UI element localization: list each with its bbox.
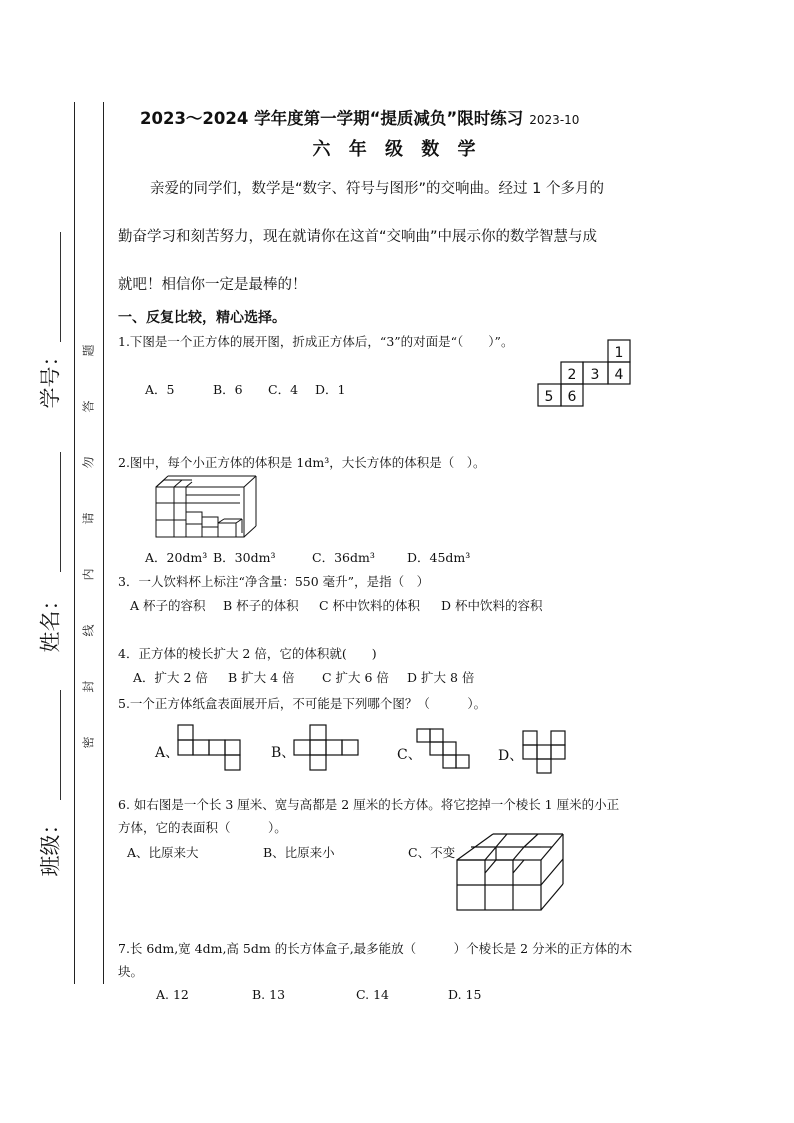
q5-option-c: C、 [397,747,422,763]
q3-option-b: B 杯子的体积 [223,598,299,613]
q2-option-c: C．36dm³ [312,550,375,565]
seal-char: 题 [81,344,96,357]
seal-char: 线 [81,624,96,637]
seal-char: 密 [81,736,96,749]
page-date: 2023-10 [529,113,580,127]
q1-option-c: C．4 [268,382,299,397]
xingming-label: 姓名： [38,589,63,653]
net-number: 6 [567,389,577,405]
net-number: 3 [590,367,600,383]
seal-char: 内 [81,568,96,581]
q2-option-a: A．20dm³ [145,550,208,565]
xuehao-blank-line [60,232,61,342]
q7-option-a: A. 12 [156,987,189,1002]
q3-option-d: D 杯中饮料的容积 [441,598,543,613]
q2-option-d: D．45dm³ [407,550,471,565]
q5-option-b: B、 [271,745,296,761]
net-number: 5 [544,389,554,405]
net-number: 1 [614,345,624,361]
cube-net-figure [536,340,636,410]
intro-line-2: 勤奋学习和刻苦努力，现在就请你在这首“交响曲”中展示你的数学智慧与成 [118,229,598,245]
question-7-line-2: 块。 [118,964,144,979]
q5-net-c [415,727,475,777]
q6-option-c: C、不变 [408,845,456,860]
xingming-blank-line [60,452,61,572]
q5-option-d: D、 [498,748,524,764]
q4-option-b: B 扩大 4 倍 [228,670,295,685]
banji-label: 班级： [38,813,63,877]
q4-option-a: A．扩大 2 倍 [133,670,208,685]
net-number: 2 [567,367,577,383]
q7-option-d: D. 15 [448,987,482,1002]
stacked-cubes-figure [150,473,260,543]
page-title-text: 2023～2024 学年度第一学期“提质减负”限时练习 [140,109,524,128]
q1-option-a: A．5 [145,382,175,397]
section-title: 一、反复比较，精心选择。 [118,310,286,326]
q1-option-d: D．1 [315,382,346,397]
cuboid-dug-figure [455,833,580,913]
q7-option-b: B. 13 [252,987,286,1002]
q3-option-a: A 杯子的容积 [130,598,206,613]
q5-net-b [293,723,363,773]
intro-line-1: 亲爱的同学们，数学是“数字、符号与图形”的交响曲。经过 1 个多月的 [150,181,604,197]
margin-line-outer [74,102,75,984]
net-number: 4 [614,367,624,383]
banji-blank-line [60,690,61,800]
q2-option-b: B．30dm³ [213,550,276,565]
q6-option-a: A、比原来大 [127,845,199,860]
q5-option-a: A、 [155,745,180,761]
question-5: 5.一个正方体纸盒表面展开后，不可能是下列哪个图？（ ）。 [118,696,487,711]
q4-option-d: D 扩大 8 倍 [407,670,475,685]
margin-line-inner [103,102,104,984]
q4-option-c: C 扩大 6 倍 [322,670,389,685]
seal-char: 请 [81,512,96,525]
seal-char: 封 [81,680,96,693]
q7-option-c: C. 14 [356,987,389,1002]
intro-line-3: 就吧！相信你一定是最棒的！ [118,277,307,293]
q1-option-b: B．6 [213,382,243,397]
seal-char: 答 [81,400,96,413]
question-7-line-1: 7.长 6dm,宽 4dm,高 5dm 的长方体盒子,最多能放（ ）个棱长是 2 分米的正方体的木 [118,941,633,956]
xuehao-label: 学号： [38,345,63,409]
q3-option-c: C 杯中饮料的体积 [319,598,421,613]
question-2: 2.图中，每个小正方体的体积是 1dm³，大长方体的体积是（ ）。 [118,455,486,470]
seal-char: 勿 [81,456,96,469]
q6-option-b: B、比原来小 [263,845,335,860]
q5-net-a [175,723,245,773]
question-6-line-1: 6. 如右图是一个长 3 厘米、宽与高都是 2 厘米的长方体。将它挖掉一个棱长 1 厘米的小正 [118,797,620,812]
page-subtitle: 六 年 级 数 学 [312,139,482,160]
question-3: 3．一人饮料杯上标注“净含量：550 毫升”，是指（ ） [118,574,430,589]
question-6-line-2: 方体，它的表面积（ ）。 [118,820,287,835]
page-title [140,105,579,129]
question-4: 4．正方体的棱长扩大 2 倍，它的体积就( ) [118,646,377,661]
q5-net-d [521,729,571,779]
question-1: 1.下图是一个正方体的展开图，折成正方体后，“3”的对面是“（ ）”。 [118,334,514,349]
